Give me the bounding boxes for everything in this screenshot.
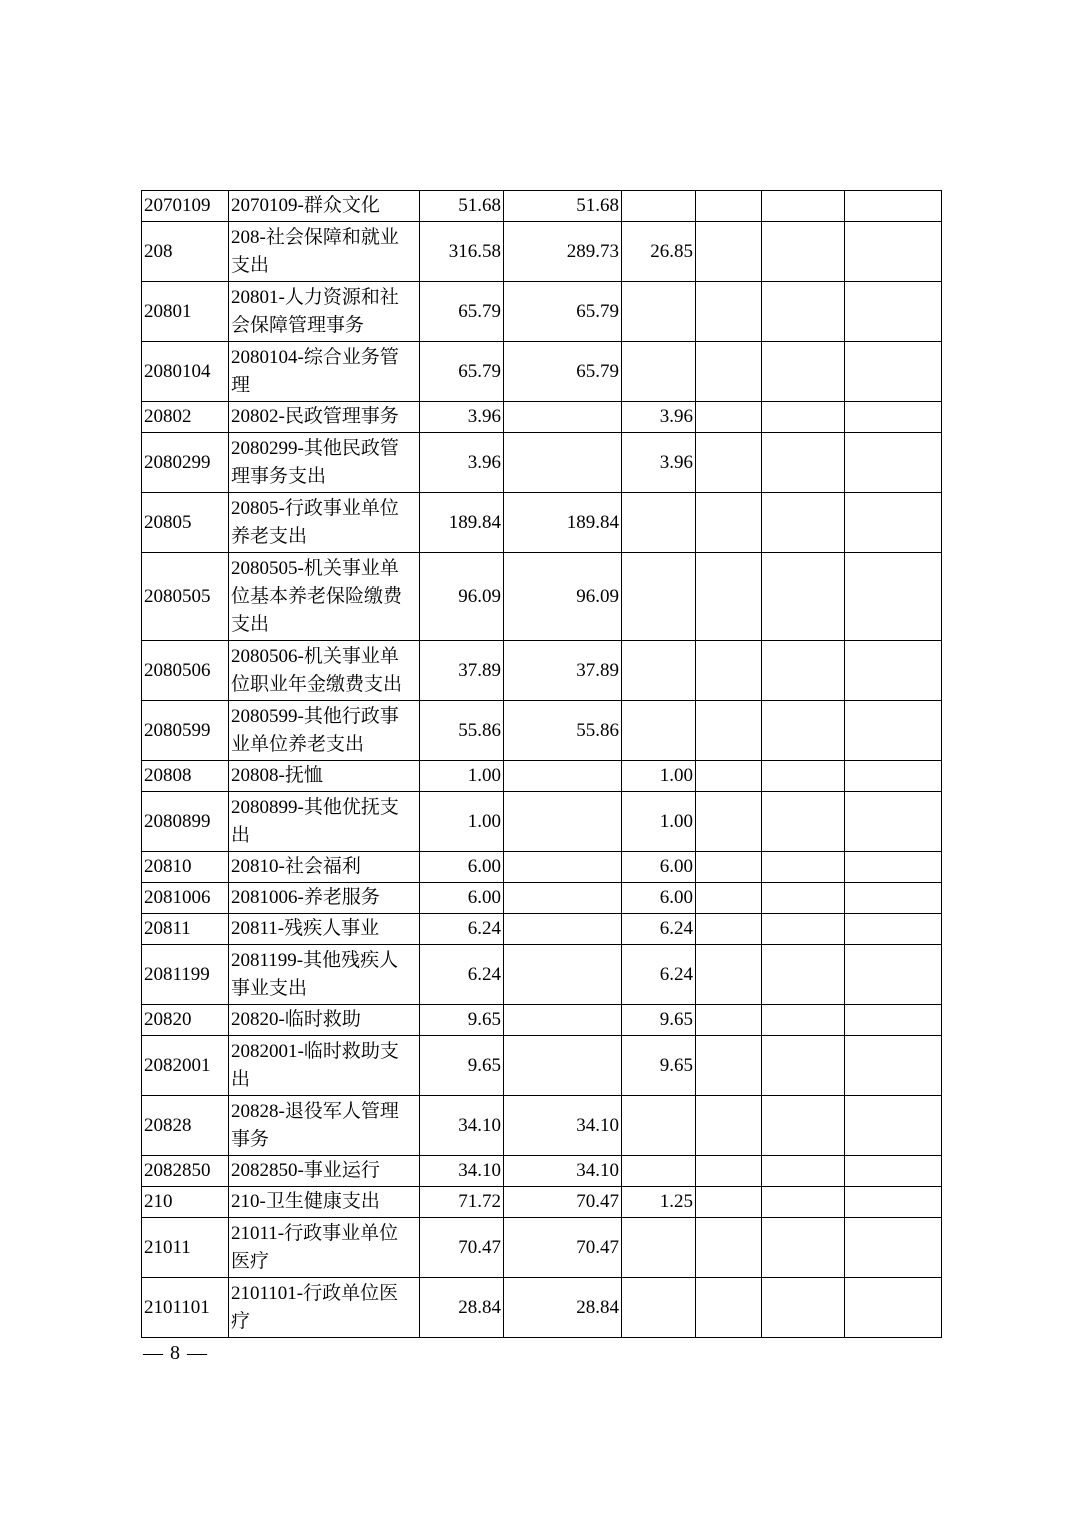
column-8-cell bbox=[845, 1187, 942, 1218]
project-expenditure: 26.85 bbox=[622, 222, 696, 282]
project-expenditure bbox=[622, 342, 696, 402]
total-amount: 96.09 bbox=[420, 553, 504, 641]
column-6-cell bbox=[696, 1278, 762, 1338]
subject-name: 2070109-群众文化 bbox=[229, 191, 420, 222]
column-6-cell bbox=[696, 761, 762, 792]
page-number: — 8 — bbox=[143, 1342, 208, 1364]
column-6-cell bbox=[696, 191, 762, 222]
column-6-cell bbox=[696, 1096, 762, 1156]
total-amount: 9.65 bbox=[420, 1036, 504, 1096]
total-amount: 34.10 bbox=[420, 1096, 504, 1156]
basic-expenditure: 65.79 bbox=[504, 342, 622, 402]
total-amount: 9.65 bbox=[420, 1005, 504, 1036]
basic-expenditure: 70.47 bbox=[504, 1187, 622, 1218]
column-7-cell bbox=[762, 282, 845, 342]
subject-name: 2080506-机关事业单位职业年金缴费支出 bbox=[229, 641, 420, 701]
table-row bbox=[142, 792, 942, 852]
subject-code: 20820 bbox=[142, 1005, 229, 1036]
subject-code: 20805 bbox=[142, 493, 229, 553]
column-8-cell bbox=[845, 945, 942, 1005]
column-8-cell bbox=[845, 701, 942, 761]
table-row bbox=[142, 493, 942, 553]
total-amount: 6.00 bbox=[420, 883, 504, 914]
subject-name: 2082001-临时救助支出 bbox=[229, 1036, 420, 1096]
basic-expenditure: 34.10 bbox=[504, 1096, 622, 1156]
basic-expenditure bbox=[504, 433, 622, 493]
column-6-cell bbox=[696, 342, 762, 402]
column-6-cell bbox=[696, 883, 762, 914]
project-expenditure: 3.96 bbox=[622, 402, 696, 433]
column-8-cell bbox=[845, 1036, 942, 1096]
subject-code: 2082001 bbox=[142, 1036, 229, 1096]
subject-name: 20808-抚恤 bbox=[229, 761, 420, 792]
subject-name: 20801-人力资源和社会保障管理事务 bbox=[229, 282, 420, 342]
table-row bbox=[142, 945, 942, 1005]
project-expenditure: 6.24 bbox=[622, 914, 696, 945]
column-7-cell bbox=[762, 1156, 845, 1187]
total-amount: 6.24 bbox=[420, 945, 504, 1005]
column-8-cell bbox=[845, 493, 942, 553]
basic-expenditure: 96.09 bbox=[504, 553, 622, 641]
column-7-cell bbox=[762, 1187, 845, 1218]
total-amount: 71.72 bbox=[420, 1187, 504, 1218]
project-expenditure: 9.65 bbox=[622, 1036, 696, 1096]
table-row bbox=[142, 883, 942, 914]
subject-name: 2080899-其他优抚支出 bbox=[229, 792, 420, 852]
column-6-cell bbox=[696, 402, 762, 433]
budget-table bbox=[141, 190, 942, 1338]
basic-expenditure bbox=[504, 761, 622, 792]
column-6-cell bbox=[696, 852, 762, 883]
subject-name: 2080599-其他行政事业单位养老支出 bbox=[229, 701, 420, 761]
subject-code: 20810 bbox=[142, 852, 229, 883]
subject-code: 2080299 bbox=[142, 433, 229, 493]
column-6-cell bbox=[696, 1156, 762, 1187]
project-expenditure bbox=[622, 1218, 696, 1278]
column-6-cell bbox=[696, 1187, 762, 1218]
project-expenditure bbox=[622, 1278, 696, 1338]
subject-name: 20820-临时救助 bbox=[229, 1005, 420, 1036]
column-7-cell bbox=[762, 1036, 845, 1096]
project-expenditure: 1.00 bbox=[622, 792, 696, 852]
column-7-cell bbox=[762, 402, 845, 433]
subject-name: 2081006-养老服务 bbox=[229, 883, 420, 914]
total-amount: 316.58 bbox=[420, 222, 504, 282]
project-expenditure: 3.96 bbox=[622, 433, 696, 493]
basic-expenditure bbox=[504, 402, 622, 433]
column-8-cell bbox=[845, 1096, 942, 1156]
table-row bbox=[142, 1218, 942, 1278]
column-8-cell bbox=[845, 914, 942, 945]
table-row bbox=[142, 1156, 942, 1187]
column-8-cell bbox=[845, 433, 942, 493]
column-6-cell bbox=[696, 1005, 762, 1036]
project-expenditure bbox=[622, 282, 696, 342]
total-amount: 55.86 bbox=[420, 701, 504, 761]
subject-name: 2081199-其他残疾人事业支出 bbox=[229, 945, 420, 1005]
subject-code: 21011 bbox=[142, 1218, 229, 1278]
total-amount: 3.96 bbox=[420, 433, 504, 493]
basic-expenditure bbox=[504, 883, 622, 914]
total-amount: 6.00 bbox=[420, 852, 504, 883]
table-row bbox=[142, 282, 942, 342]
total-amount: 65.79 bbox=[420, 282, 504, 342]
column-7-cell bbox=[762, 792, 845, 852]
subject-code: 2081006 bbox=[142, 883, 229, 914]
table-row bbox=[142, 761, 942, 792]
column-7-cell bbox=[762, 433, 845, 493]
total-amount: 70.47 bbox=[420, 1218, 504, 1278]
total-amount: 1.00 bbox=[420, 792, 504, 852]
total-amount: 34.10 bbox=[420, 1156, 504, 1187]
table-row bbox=[142, 1005, 942, 1036]
subject-name: 2080104-综合业务管理 bbox=[229, 342, 420, 402]
subject-name: 2082850-事业运行 bbox=[229, 1156, 420, 1187]
total-amount: 1.00 bbox=[420, 761, 504, 792]
total-amount: 51.68 bbox=[420, 191, 504, 222]
basic-expenditure: 28.84 bbox=[504, 1278, 622, 1338]
table-row bbox=[142, 1096, 942, 1156]
column-8-cell bbox=[845, 282, 942, 342]
column-7-cell bbox=[762, 641, 845, 701]
column-8-cell bbox=[845, 641, 942, 701]
table-row bbox=[142, 402, 942, 433]
table-row bbox=[142, 914, 942, 945]
column-6-cell bbox=[696, 222, 762, 282]
column-6-cell bbox=[696, 1218, 762, 1278]
project-expenditure: 6.00 bbox=[622, 883, 696, 914]
subject-name: 208-社会保障和就业支出 bbox=[229, 222, 420, 282]
column-6-cell bbox=[696, 945, 762, 1005]
column-7-cell bbox=[762, 852, 845, 883]
column-7-cell bbox=[762, 914, 845, 945]
total-amount: 3.96 bbox=[420, 402, 504, 433]
project-expenditure bbox=[622, 701, 696, 761]
basic-expenditure bbox=[504, 945, 622, 1005]
subject-code: 208 bbox=[142, 222, 229, 282]
column-7-cell bbox=[762, 1096, 845, 1156]
table-row bbox=[142, 852, 942, 883]
project-expenditure bbox=[622, 641, 696, 701]
basic-expenditure: 65.79 bbox=[504, 282, 622, 342]
subject-code: 2080506 bbox=[142, 641, 229, 701]
project-expenditure bbox=[622, 1096, 696, 1156]
table-row bbox=[142, 1278, 942, 1338]
project-expenditure: 1.25 bbox=[622, 1187, 696, 1218]
total-amount: 189.84 bbox=[420, 493, 504, 553]
column-7-cell bbox=[762, 945, 845, 1005]
column-6-cell bbox=[696, 701, 762, 761]
column-6-cell bbox=[696, 914, 762, 945]
column-7-cell bbox=[762, 701, 845, 761]
project-expenditure: 6.00 bbox=[622, 852, 696, 883]
table-row bbox=[142, 191, 942, 222]
subject-code: 20811 bbox=[142, 914, 229, 945]
subject-name: 2080505-机关事业单位基本养老保险缴费支出 bbox=[229, 553, 420, 641]
table-row bbox=[142, 553, 942, 641]
column-7-cell bbox=[762, 493, 845, 553]
subject-name: 210-卫生健康支出 bbox=[229, 1187, 420, 1218]
column-6-cell bbox=[696, 641, 762, 701]
total-amount: 6.24 bbox=[420, 914, 504, 945]
subject-name: 20802-民政管理事务 bbox=[229, 402, 420, 433]
subject-code: 2080505 bbox=[142, 553, 229, 641]
basic-expenditure: 55.86 bbox=[504, 701, 622, 761]
column-8-cell bbox=[845, 1218, 942, 1278]
subject-code: 2101101 bbox=[142, 1278, 229, 1338]
project-expenditure: 6.24 bbox=[622, 945, 696, 1005]
column-8-cell bbox=[845, 852, 942, 883]
column-8-cell bbox=[845, 191, 942, 222]
project-expenditure bbox=[622, 493, 696, 553]
column-7-cell bbox=[762, 1218, 845, 1278]
basic-expenditure bbox=[504, 1005, 622, 1036]
table-row bbox=[142, 222, 942, 282]
basic-expenditure: 51.68 bbox=[504, 191, 622, 222]
column-7-cell bbox=[762, 761, 845, 792]
total-amount: 37.89 bbox=[420, 641, 504, 701]
column-6-cell bbox=[696, 282, 762, 342]
table-row bbox=[142, 641, 942, 701]
column-8-cell bbox=[845, 402, 942, 433]
total-amount: 28.84 bbox=[420, 1278, 504, 1338]
table-row bbox=[142, 1036, 942, 1096]
basic-expenditure: 289.73 bbox=[504, 222, 622, 282]
column-7-cell bbox=[762, 1005, 845, 1036]
column-8-cell bbox=[845, 761, 942, 792]
subject-name: 21011-行政事业单位医疗 bbox=[229, 1218, 420, 1278]
column-6-cell bbox=[696, 1036, 762, 1096]
column-8-cell bbox=[845, 1278, 942, 1338]
basic-expenditure bbox=[504, 792, 622, 852]
basic-expenditure: 70.47 bbox=[504, 1218, 622, 1278]
column-7-cell bbox=[762, 191, 845, 222]
project-expenditure bbox=[622, 553, 696, 641]
column-8-cell bbox=[845, 1156, 942, 1187]
column-6-cell bbox=[696, 792, 762, 852]
table-row bbox=[142, 433, 942, 493]
column-8-cell bbox=[845, 883, 942, 914]
column-6-cell bbox=[696, 553, 762, 641]
column-8-cell bbox=[845, 553, 942, 641]
subject-name: 20811-残疾人事业 bbox=[229, 914, 420, 945]
project-expenditure: 1.00 bbox=[622, 761, 696, 792]
basic-expenditure bbox=[504, 852, 622, 883]
subject-code: 20828 bbox=[142, 1096, 229, 1156]
column-8-cell bbox=[845, 1005, 942, 1036]
basic-expenditure: 189.84 bbox=[504, 493, 622, 553]
subject-code: 2080899 bbox=[142, 792, 229, 852]
subject-code: 20802 bbox=[142, 402, 229, 433]
basic-expenditure: 34.10 bbox=[504, 1156, 622, 1187]
column-8-cell bbox=[845, 222, 942, 282]
subject-name: 2101101-行政单位医疗 bbox=[229, 1278, 420, 1338]
project-expenditure bbox=[622, 191, 696, 222]
subject-code: 2080599 bbox=[142, 701, 229, 761]
column-6-cell bbox=[696, 493, 762, 553]
basic-expenditure: 37.89 bbox=[504, 641, 622, 701]
project-expenditure bbox=[622, 1156, 696, 1187]
column-7-cell bbox=[762, 222, 845, 282]
basic-expenditure bbox=[504, 914, 622, 945]
subject-code: 20801 bbox=[142, 282, 229, 342]
subject-code: 2082850 bbox=[142, 1156, 229, 1187]
column-6-cell bbox=[696, 433, 762, 493]
project-expenditure: 9.65 bbox=[622, 1005, 696, 1036]
column-8-cell bbox=[845, 792, 942, 852]
total-amount: 65.79 bbox=[420, 342, 504, 402]
subject-code: 2070109 bbox=[142, 191, 229, 222]
subject-name: 20828-退役军人管理事务 bbox=[229, 1096, 420, 1156]
table-row bbox=[142, 701, 942, 761]
subject-code: 2080104 bbox=[142, 342, 229, 402]
subject-code: 2081199 bbox=[142, 945, 229, 1005]
subject-code: 210 bbox=[142, 1187, 229, 1218]
subject-code: 20808 bbox=[142, 761, 229, 792]
subject-name: 20810-社会福利 bbox=[229, 852, 420, 883]
table-row bbox=[142, 342, 942, 402]
column-7-cell bbox=[762, 342, 845, 402]
subject-name: 2080299-其他民政管理事务支出 bbox=[229, 433, 420, 493]
table-row bbox=[142, 1187, 942, 1218]
column-8-cell bbox=[845, 342, 942, 402]
subject-name: 20805-行政事业单位养老支出 bbox=[229, 493, 420, 553]
column-7-cell bbox=[762, 883, 845, 914]
column-7-cell bbox=[762, 1278, 845, 1338]
column-7-cell bbox=[762, 553, 845, 641]
basic-expenditure bbox=[504, 1036, 622, 1096]
